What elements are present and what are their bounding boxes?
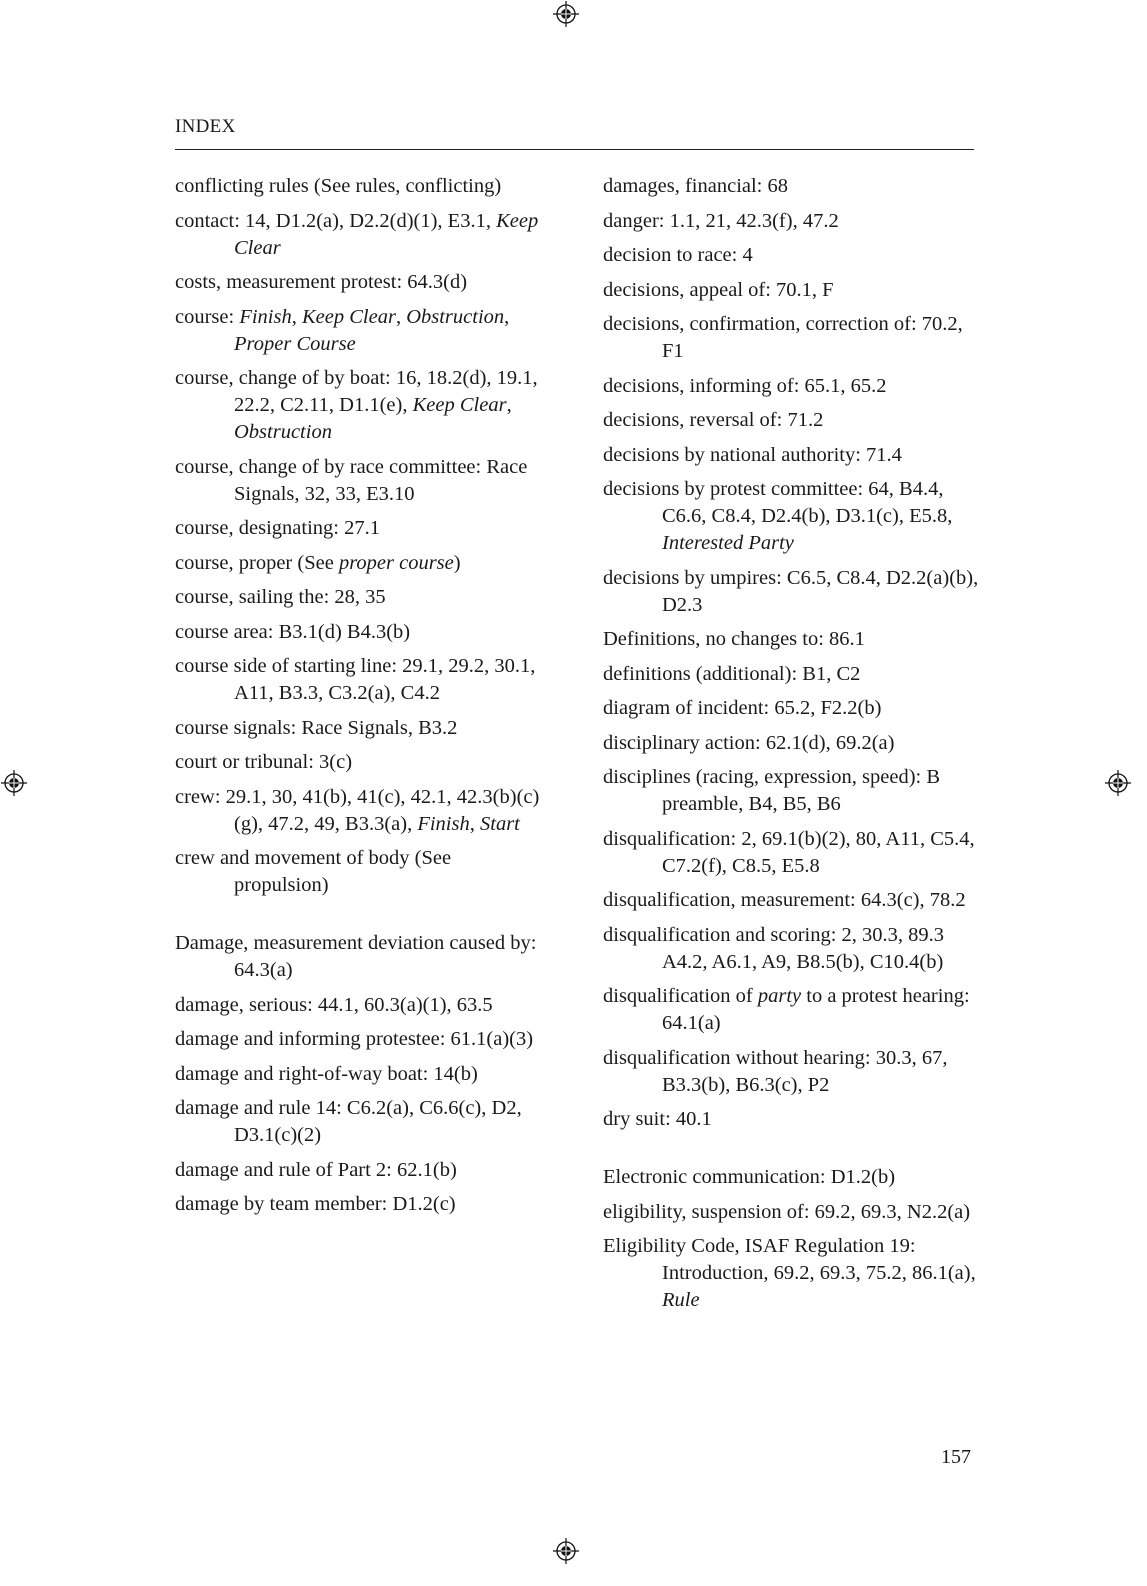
registration-mark-icon <box>553 1 579 27</box>
index-entry-text: Electronic communication: D1.2(b) <box>603 1166 896 1188</box>
registration-mark-icon <box>1 770 27 796</box>
index-entry <box>175 749 550 776</box>
index-entry <box>603 922 983 976</box>
index-entry-text: eligibility, suspension of: 69.2, 69.3, N2.2(a) <box>603 1200 971 1223</box>
index-entry-text: decisions by protest committee: 64, B4.4, C6.6, C8.4, D2.4(b), D3.1(c), E5.8, <box>603 478 953 527</box>
index-entry <box>603 311 983 365</box>
index-entry-text: , <box>469 812 480 835</box>
index-entry-text: disciplinary action: 62.1(d), 69.2(a) <box>603 731 895 754</box>
index-entry-text: course: <box>175 305 240 328</box>
index-entry-text: to a protest hearing: 64.1(a) <box>662 985 970 1034</box>
index-entry <box>603 277 983 304</box>
registration-mark-icon <box>553 1538 579 1564</box>
index-entry-text: court or tribunal: 3(c) <box>175 751 353 773</box>
index-entry <box>175 845 550 899</box>
index-entry-italic-ref: Interested Party <box>662 532 794 554</box>
index-entry-text: decisions, reversal of: 71.2 <box>603 409 824 431</box>
index-entry-text: course signals: Race Signals, B3.2 <box>175 716 458 739</box>
index-entry-text: definitions (additional): B1, C2 <box>603 662 861 685</box>
index-entry-text: crew: 29.1, 30, 41(b), 41(c), 42.1, 42.3(b)(c)(g), 47.2, 49, B3.3(a), <box>175 785 540 835</box>
index-entry-text: contact: 14, D1.2(a), D2.2(d)(1), E3.1, <box>175 209 497 232</box>
index-entry-text: disqualification without hearing: 30.3, 67, B3.3(b), B6.3(c), P2 <box>603 1046 948 1096</box>
index-entry <box>175 619 550 646</box>
index-entry-text: costs, measurement protest: 64.3(d) <box>175 271 468 293</box>
index-entry-italic-ref: Rule <box>662 1289 700 1311</box>
index-entry-text: Definitions, no changes to: 86.1 <box>603 628 865 650</box>
index-entry <box>175 515 550 542</box>
index-entry <box>175 715 550 742</box>
index-entry <box>175 1095 550 1149</box>
index-entry <box>603 173 983 200</box>
index-column-left <box>175 173 550 1226</box>
index-entry <box>603 1199 983 1226</box>
index-entry-text: , <box>395 305 407 328</box>
index-entry <box>603 983 983 1037</box>
index-entry <box>603 1045 983 1099</box>
index-entry-italic-ref: Proper Course <box>234 332 356 355</box>
index-entry-text: damage and rule of Part 2: 62.1(b) <box>175 1158 457 1181</box>
index-entry <box>603 1164 983 1191</box>
index-entry <box>603 826 983 880</box>
index-entry-text: , <box>291 305 302 328</box>
index-entry-text: dry suit: 40.1 <box>603 1108 712 1130</box>
index-entry-text: course, sailing the: 28, 35 <box>175 586 386 608</box>
index-entry-italic-ref: Keep Clear <box>412 394 507 416</box>
index-entry <box>603 373 983 400</box>
page-number: 157 <box>941 1446 971 1468</box>
index-entry-text: course side of starting line: 29.1, 29.2, 30.1, A11, B3.3, C3.2(a), C4.2 <box>175 655 536 704</box>
index-entry-text: diagram of incident: 65.2, F2.2(b) <box>603 697 882 719</box>
index-entry <box>603 407 983 434</box>
index-entry <box>175 584 550 611</box>
index-entry-text: disqualification: 2, 69.1(b)(2), 80, A11, C5.4, C7.2(f), C8.5, E5.8 <box>603 827 975 877</box>
index-entry <box>603 476 983 557</box>
index-entry-text: damages, financial: 68 <box>603 175 789 197</box>
index-entry <box>603 695 983 722</box>
index-entry-text: damage and informing protestee: 61.1(a)(3) <box>175 1028 534 1050</box>
index-entry-text: disqualification of <box>603 985 758 1007</box>
index-entry <box>175 1026 550 1053</box>
index-entry-text: disciplines (racing, expression, speed): B preamble, B4, B5, B6 <box>603 766 941 815</box>
index-entry-text: disqualification, measurement: 64.3(c), 78.2 <box>603 889 966 911</box>
index-entry <box>603 442 983 469</box>
index-entry-italic-ref: Start <box>480 812 520 835</box>
index-entry-text: crew and movement of body (See propulsion) <box>175 847 452 896</box>
index-entry <box>175 365 550 446</box>
index-entry-italic-ref: Obstruction <box>234 421 332 443</box>
index-entry <box>603 764 983 818</box>
running-header: INDEX <box>175 116 236 137</box>
index-entry <box>175 454 550 508</box>
index-entry <box>175 304 550 358</box>
index-entry <box>175 1191 550 1218</box>
index-entry-text: , <box>504 305 510 328</box>
index-entry-text: damage and rule 14: C6.2(a), C6.6(c), D2, D3.1(c)(2) <box>175 1097 522 1146</box>
index-entry-text: danger: 1.1, 21, 42.3(f), 47.2 <box>603 209 839 232</box>
index-entry-text: Eligibility Code, ISAF Regulation 19: Introduction, 69.2, 69.3, 75.2, 86.1(a), <box>603 1235 976 1284</box>
index-entry-text: Damage, measurement deviation caused by: 64.3(a) <box>175 932 537 981</box>
index-entry-text: decisions, appeal of: 70.1, F <box>603 278 834 301</box>
index-entry-italic-ref: party <box>757 985 802 1007</box>
registration-mark-icon <box>1105 770 1131 796</box>
index-entry <box>175 992 550 1019</box>
index-entry <box>603 730 983 757</box>
index-entry <box>175 208 550 262</box>
index-entry-text: decisions, confirmation, correction of: 70.2, F1 <box>603 313 963 362</box>
index-entry <box>175 930 550 984</box>
index-entry-text: conflicting rules (See rules, conflicting) <box>175 175 502 197</box>
index-entry-text: course, change of by race committee: Race Signals, 32, 33, E3.10 <box>175 455 528 505</box>
index-entry-text: decision to race: 4 <box>603 244 753 266</box>
index-entry <box>603 208 983 235</box>
index-entry <box>175 1061 550 1088</box>
index-entry-text: course, proper (See <box>175 551 339 574</box>
header-rule <box>175 149 974 150</box>
index-entry-text: decisions, informing of: 65.1, 65.2 <box>603 374 887 397</box>
index-entry <box>175 173 550 200</box>
index-entry-text: , <box>506 394 512 416</box>
index-entry <box>603 887 983 914</box>
index-entry-italic-ref: Finish <box>239 305 292 328</box>
index-entry-text: course, change of by boat: 16, 18.2(d), 19.1, 22.2, C2.11, D1.1(e), <box>175 367 538 416</box>
index-entry-italic-ref: Obstruction <box>406 305 505 328</box>
index-entry-text: damage by team member: D1.2(c) <box>175 1193 456 1215</box>
index-entry <box>603 626 983 653</box>
index-entry <box>603 565 983 619</box>
index-entry <box>603 661 983 688</box>
index-entry-italic-ref: Finish <box>417 812 470 835</box>
index-entry <box>175 653 550 707</box>
index-entry-text: decisions by umpires: C6.5, C8.4, D2.2(a)(b), D2.3 <box>603 566 979 616</box>
index-entry <box>603 1233 983 1314</box>
index-entry-text: ) <box>453 551 461 574</box>
index-entry-text: decisions by national authority: 71.4 <box>603 443 902 466</box>
index-entry <box>175 269 550 296</box>
index-entry-text: disqualification and scoring: 2, 30.3, 89.3 A4.2, A6.1, A9, B8.5(b), C10.4(b) <box>603 923 945 973</box>
index-entry <box>175 784 550 838</box>
index-entry-italic-ref: Keep Clear <box>301 305 396 328</box>
index-entry <box>175 1157 550 1184</box>
index-entry-text: course, designating: 27.1 <box>175 517 380 539</box>
index-column-right <box>603 173 983 1322</box>
index-entry-italic-ref: proper course <box>338 551 454 574</box>
index-entry <box>603 1106 983 1133</box>
index-entry-text: damage and right-of-way boat: 14(b) <box>175 1062 478 1085</box>
index-entry <box>603 242 983 269</box>
index-entry <box>175 550 550 577</box>
index-entry-italic-ref: Keep Clear <box>234 209 539 259</box>
index-entry-text: course area: B3.1(d) B4.3(b) <box>175 620 411 643</box>
index-entry-text: damage, serious: 44.1, 60.3(a)(1), 63.5 <box>175 993 493 1016</box>
